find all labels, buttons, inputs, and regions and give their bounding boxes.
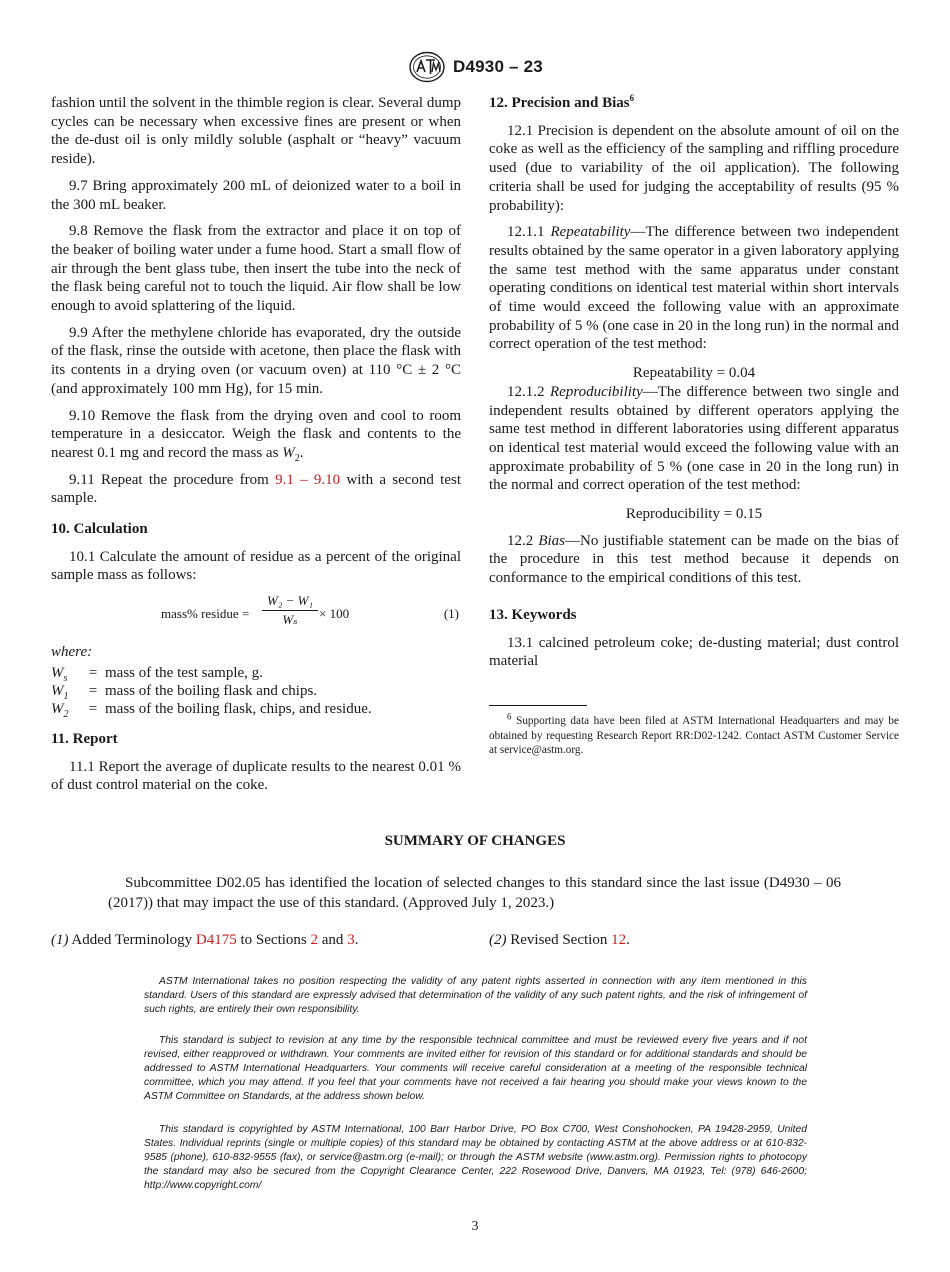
- copyright-notice: This standard is copyrighted by ASTM International, 100 Barr Harbor Drive, PO Box C700, West Conshohocken, PA 19428-2959, United States. Individual reprints (single or multiple copies) of this standard may be obtained by contacting ASTM at the above address or at 610-832-9585 (phone), 610-832-9555 (fax), or service@astm.org (e-mail); or through the ASTM website (www.astm.org). Permission rights to photocopy the standard may also be secured from the Copyright Clearance Center, 222 Rosewood Drive, Danvers, MA 01923, Tel: (978) 646-2600; http://www.copyright.com/: [144, 1124, 807, 1191]
- reproducibility-value: Reproducibility = 0.15: [625, 506, 763, 523]
- definition-symbol: $W_1$: [51, 682, 69, 702]
- paragraph-9-10-end: .: [299, 444, 304, 461]
- definition-text: mass of the boiling flask, chips, and residue.: [105, 700, 372, 717]
- definition-text: mass of the boiling flask and chips.: [105, 682, 318, 699]
- definition-symbol: $W_2$: [51, 700, 69, 720]
- summary-text: Subcommittee D02.05 has identified the location of selected changes to this standard since the last issue (D4930 – 06 (2017)) that may impact the use of this standard. (Approved July 1, 2023.): [108, 875, 841, 911]
- footnote-divider: [489, 705, 587, 706]
- equation-rhs: × 100: [319, 606, 350, 622]
- term-reproducibility: Reproducibility: [550, 383, 643, 400]
- paragraph-9-10: [51, 407, 461, 463]
- paragraph-12-1-2: 12.1.2 Reproducibility—The difference between two single and independent results obtained by different operators applying the same test method in different laboratories using different apparatus on identical test material would exceed the following value with an approximate probability of 5 % (one case in 20 in the long run) in the normal and correct operation of the test method:: [489, 383, 900, 494]
- terminology-link[interactable]: D4175: [195, 932, 237, 948]
- definition-equals: =: [88, 700, 98, 717]
- mass-symbol: W: [282, 444, 295, 461]
- paragraph-12-1-1: 12.1.1 Repeatability—The difference between two independent results obtained by the same operator in a given laboratory applying the same test method with the same apparatus under constant operating conditions on identical test material within short intervals of time would exceed the following value with an approximate probability of 5 % (one case in 20 in the long run) in the normal and correct operation of the test method:: [489, 224, 899, 353]
- left-column: [51, 94, 461, 803]
- definition-row: [51, 682, 461, 700]
- term-repeatability: Repeatability: [550, 224, 631, 241]
- document-id: D4930 – 23: [453, 57, 543, 76]
- page-number: 3: [471, 1219, 479, 1234]
- definition-row: [51, 700, 461, 718]
- paragraph-10-1: 10.1 Calculate the amount of residue as a percent of the original sample mass as follows:: [51, 548, 461, 584]
- paragraph-9-10-text: 9.10 Remove the flask from the drying oven and cool to room temperature in a desiccator. Weigh the flask and contents to the nearest 0.1 mg and record the mass as: [51, 407, 461, 461]
- paragraph-9-9: 9.9 After the methylene chloride has evaporated, dry the outside of the flask, rinse the outside with acetone, then place the flask with its contents in a drying oven (or vacuum oven) at 110 °C ± 2 °C (and approximately 100 mm Hg), for 15 min.: [51, 324, 461, 397]
- paragraph-9-8: 9.8 Remove the flask from the extractor and place it on top of the beaker of boiling water under a fume hood. Start a small flow of air through the bent glass tube, then insert the tube into the neck of the flask being careful not to touch the liquid. Air flow shall be low enough to avoid splattering of the liquid.: [51, 223, 461, 315]
- paragraph-13-1: 13.1 calcined petroleum coke; de-dusting material; dust control material: [489, 634, 899, 670]
- patent-notice: ASTM International takes no position respecting the validity of any patent rights asserted in connection with any item mentioned in this standard. Users of this standard are expressly advised that determination of the validity of any such patent rights, and the risk of infringement of such rights, are entirely their own responsibility.: [144, 976, 807, 1015]
- section-12-link[interactable]: 12: [611, 932, 627, 948]
- equation-lhs: mass% residue =: [161, 606, 250, 622]
- residue-equation: [51, 593, 461, 633]
- footnote: $^6$ Supporting data have been filed at ASTM International Headquarters and may be obtained by requesting Research Report RR:D02-1242. Contact ASTM Customer Service at service@astm.org.: [489, 711, 899, 757]
- section-heading-report: 11. Report: [51, 730, 118, 747]
- paragraph-9-11: [51, 471, 461, 508]
- section-3-link[interactable]: 3: [347, 932, 355, 948]
- equation-number: (1): [443, 606, 459, 622]
- footnote-number: 6: [507, 711, 512, 722]
- term-bias: Bias: [538, 532, 566, 549]
- paragraph-12-1: 12.1 Precision is dependent on the absolute amount of oil on the coke as well as the efficiency of the sampling and riffling procedure used (due to variability of the oil application). The following criteria shall be used for judging the acceptability of results (95 % probability):: [489, 122, 899, 214]
- paragraph-9-11-text: 9.11 Repeat the procedure from: [69, 471, 276, 488]
- footnote-marker: 6: [629, 93, 635, 103]
- paragraph-9-11-end: with a second test sample.: [51, 471, 461, 507]
- equation-fraction: [262, 593, 318, 629]
- section-range-link[interactable]: 9.1 – 9.10: [275, 471, 341, 488]
- section-heading-calculation: 10. Calculation: [51, 521, 148, 538]
- change-item-1: (1) Added Terminology D4175 to Sections 2 and 3.: [51, 932, 359, 948]
- section-heading-precision: 12. Precision and Bias$^6$: [489, 93, 635, 111]
- equation-numerator: W₂ − W₁: [262, 593, 318, 611]
- definition-symbol: $W_s$: [51, 664, 68, 684]
- where-label: where:: [51, 644, 93, 661]
- change-item-2: (2) Revised Section 12.: [489, 932, 630, 948]
- repeatability-value: Repeatability = 0.04: [632, 365, 756, 382]
- summary-title: SUMMARY OF CHANGES: [384, 833, 566, 849]
- astm-logo-icon: [408, 51, 446, 83]
- paragraph-11-1: 11.1 Report the average of duplicate results to the nearest 0.01 % of dust control material on the coke.: [51, 758, 461, 794]
- definition-row: [51, 664, 461, 682]
- page-header: [0, 51, 950, 85]
- equation-denominator: Wₛ: [282, 612, 298, 628]
- paragraph-12-2: 12.2 Bias—No justifiable statement can be made on the bias of the procedure in this test method because it depends on conformance to the empirical conditions of this test.: [489, 532, 899, 587]
- definition-text: mass of the test sample, g.: [105, 664, 263, 681]
- revision-notice: This standard is subject to revision at any time by the responsible technical committee and must be reviewed every five years and if not revised, either reapproved or withdrawn. Your comments are invited either for revision of this standard or for additional standards and should be addressed to ASTM International Headquarters. Your comments will receive careful consideration at a meeting of the responsible technical committee, which you may attend. If you feel that your comments have not received a fair hearing you should make your views known to the ASTM Committee on Standards, at the address shown below.: [144, 1035, 807, 1102]
- section-heading-keywords: 13. Keywords: [489, 606, 577, 623]
- right-column: [489, 94, 899, 758]
- definition-equals: =: [88, 682, 98, 699]
- paragraph-9-7: 9.7 Bring approximately 200 mL of deionized water to a boil in the 300 mL beaker.: [51, 177, 461, 213]
- definition-equals: =: [88, 664, 98, 681]
- paragraph-continuation: fashion until the solvent in the thimble region is clear. Several dump cycles can be necessary when excessive fines are present or when the de-dust oil is only mildly soluble (asphalt or “heavy” vacuum reside).: [51, 95, 461, 168]
- mass-subscript: 2: [294, 452, 300, 464]
- section-2-link[interactable]: 2: [310, 932, 319, 948]
